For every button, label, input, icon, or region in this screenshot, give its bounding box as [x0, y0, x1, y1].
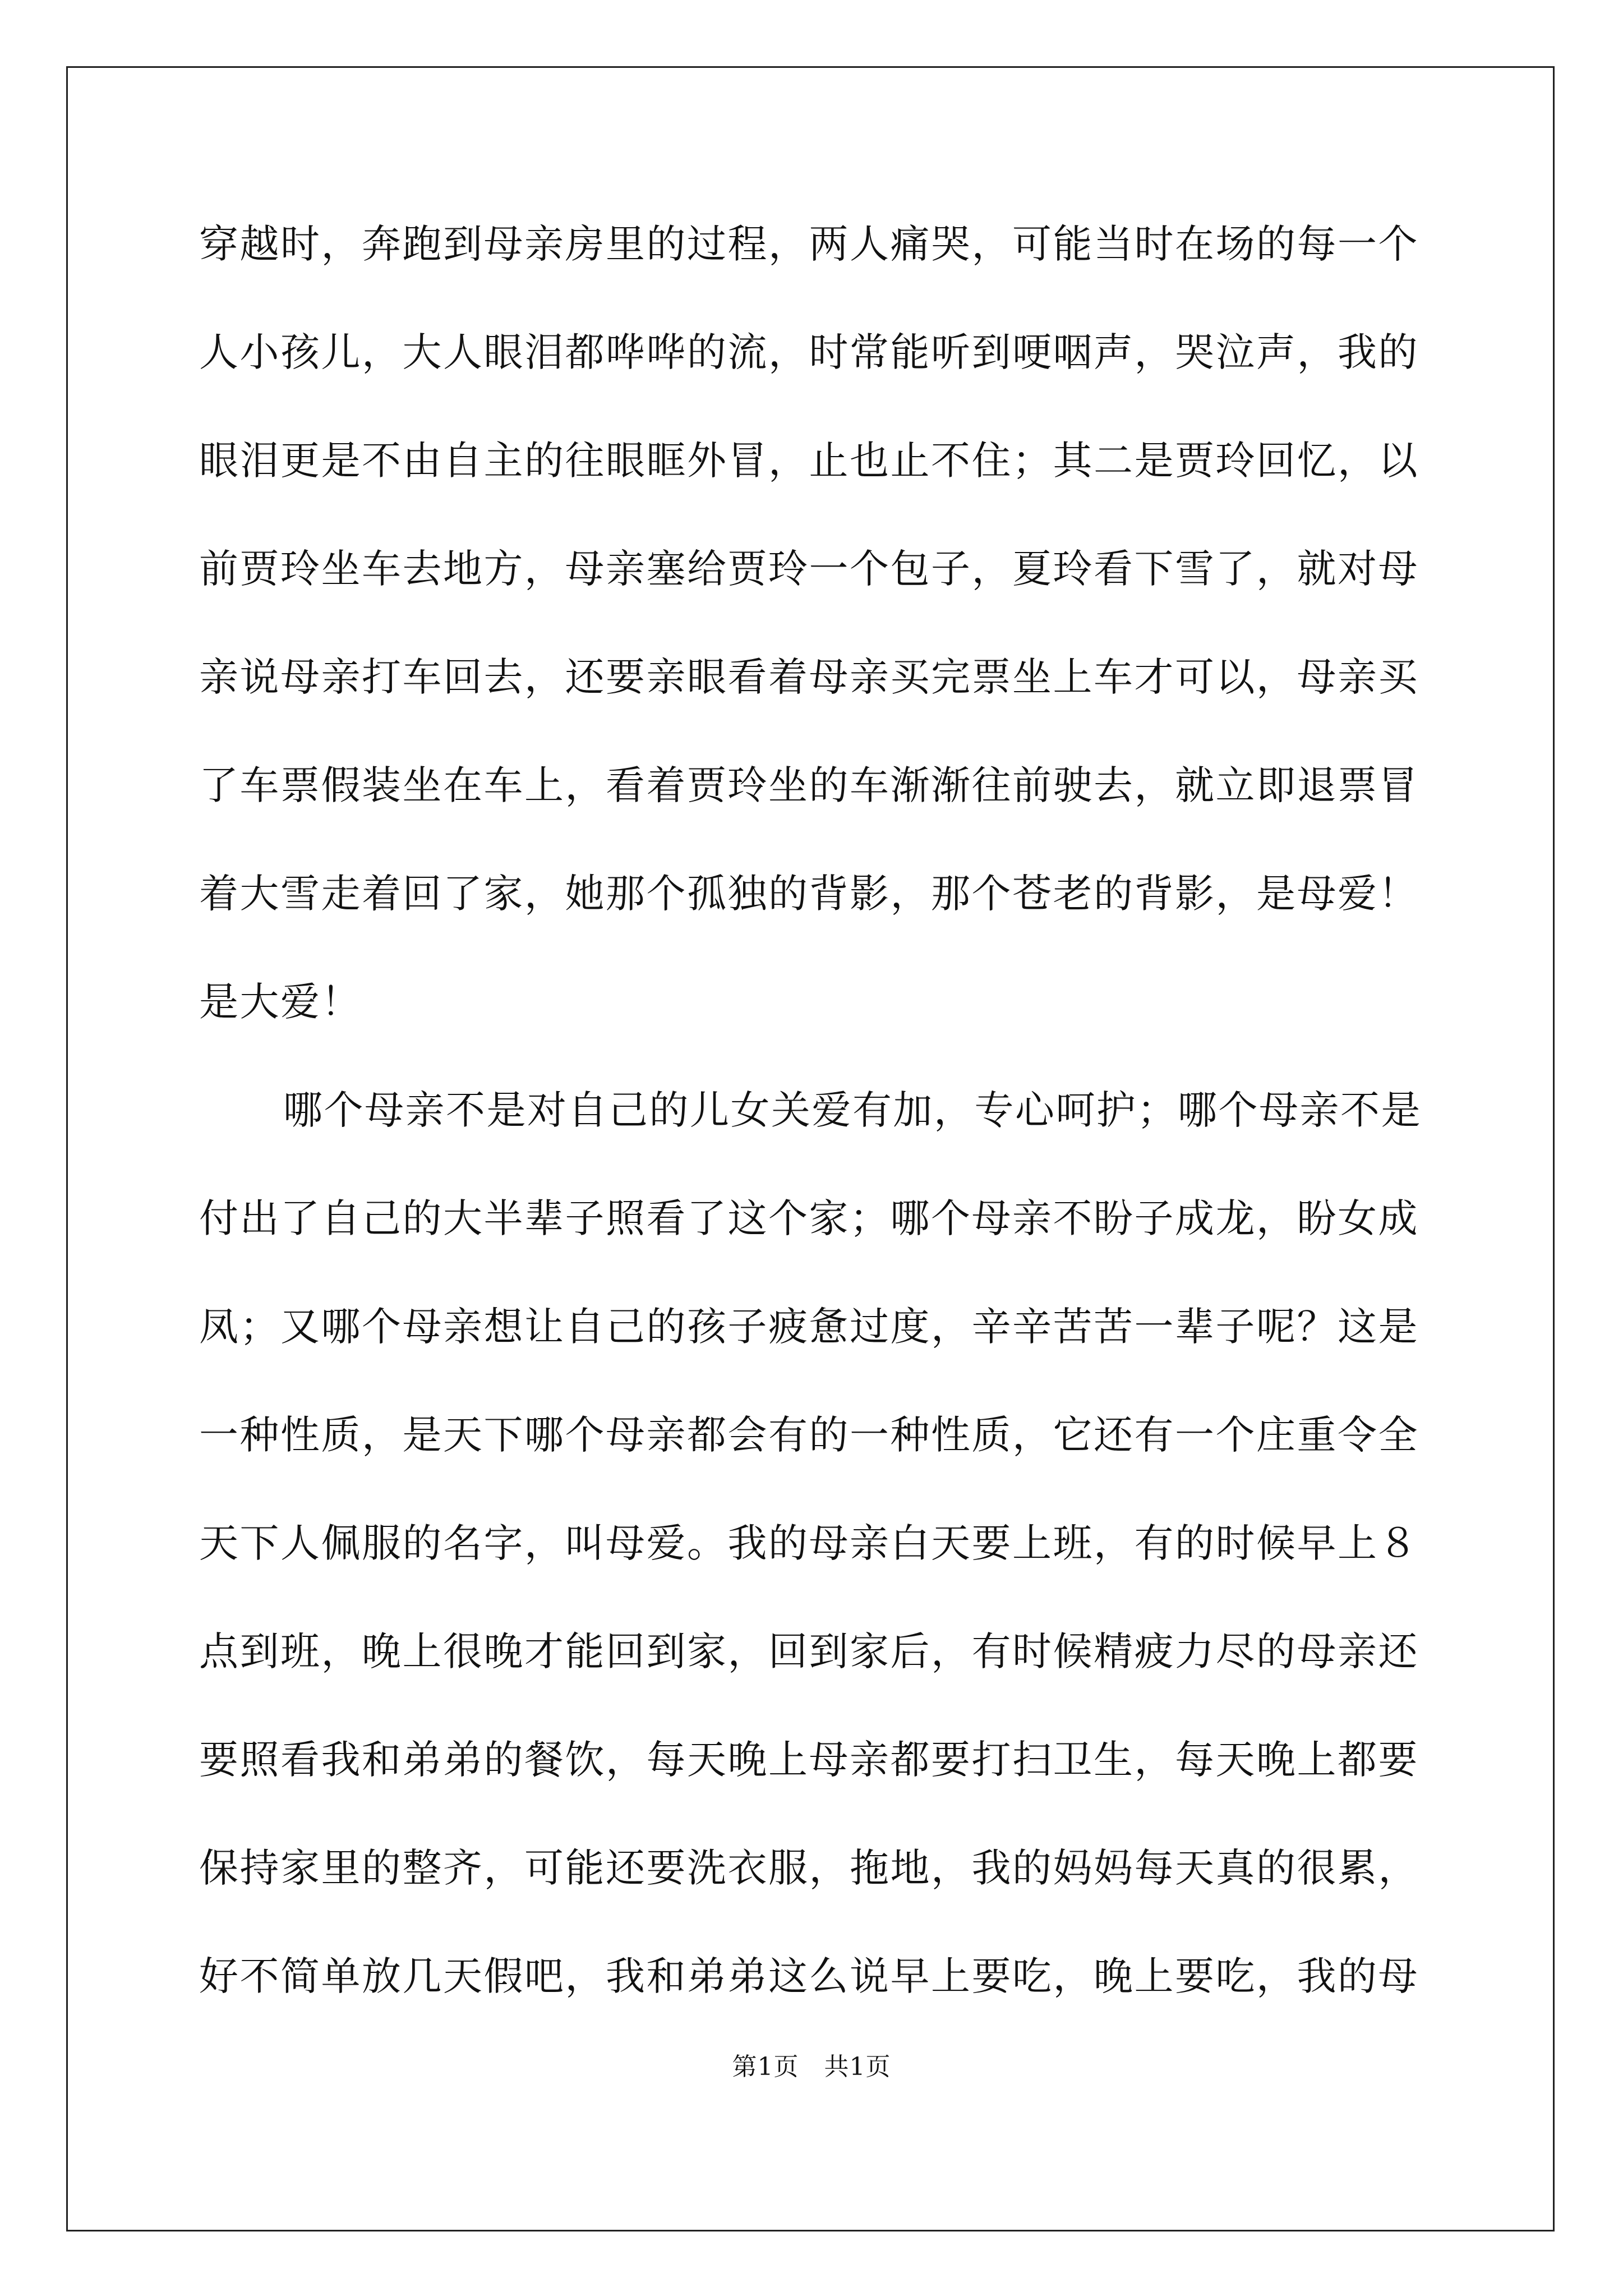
- text-line: 是大爱！: [199, 979, 362, 1025]
- text-line: 凤；又哪个母亲想让自己的孩子疲惫过度，辛辛苦苦一辈子呢？这是: [199, 1304, 1419, 1350]
- text-line: 付出了自己的大半辈子照看了这个家；哪个母亲不盼子成龙，盼女成: [199, 1195, 1419, 1241]
- text-line: 着大雪走着回了家，她那个孤独的背影，那个苍老的背影，是母爱！: [199, 871, 1419, 917]
- text-line: 眼泪更是不由自主的往眼眶外冒，止也止不住；其二是贾玲回忆，以: [199, 438, 1419, 484]
- page-number-footer: 第1页 共1页: [732, 2053, 891, 2081]
- text-line: 人小孩儿，大人眼泪都哗哗的流，时常能听到哽咽声，哭泣声，我的: [199, 329, 1419, 375]
- text-line: 保持家里的整齐，可能还要洗衣服，拖地，我的妈妈每天真的很累，: [199, 1845, 1419, 1891]
- text-line: 好不简单放几天假吧，我和弟弟这么说早上要吃，晚上要吃，我的母: [199, 1953, 1419, 1999]
- document-body: [199, 216, 1422, 2056]
- paragraph-start-line: 哪个母亲不是对自己的儿女关爱有加，专心呵护；哪个母亲不是: [283, 1087, 1422, 1133]
- text-line: 一种性质，是天下哪个母亲都会有的一种性质，它还有一个庄重令全: [199, 1412, 1419, 1458]
- text-line: 亲说母亲打车回去，还要亲眼看着母亲买完票坐上车才可以，母亲买: [199, 654, 1419, 700]
- text-line: 前贾玲坐车去地方，母亲塞给贾玲一个包子，夏玲看下雪了，就对母: [199, 546, 1419, 592]
- text-line: 要照看我和弟弟的餐饮，每天晚上母亲都要打扫卫生，每天晚上都要: [199, 1737, 1419, 1783]
- text-line: 天下人佩服的名字，叫母爱。我的母亲白天要上班，有的时候早上８: [199, 1520, 1419, 1566]
- text-line: 了车票假装坐在车上，看着贾玲坐的车渐渐往前驶去，就立即退票冒: [199, 762, 1419, 808]
- text-line: 穿越时，奔跑到母亲房里的过程，两人痛哭，可能当时在场的每一个: [199, 221, 1419, 267]
- text-line: 点到班，晚上很晚才能回到家，回到家后，有时候精疲力尽的母亲还: [199, 1628, 1419, 1674]
